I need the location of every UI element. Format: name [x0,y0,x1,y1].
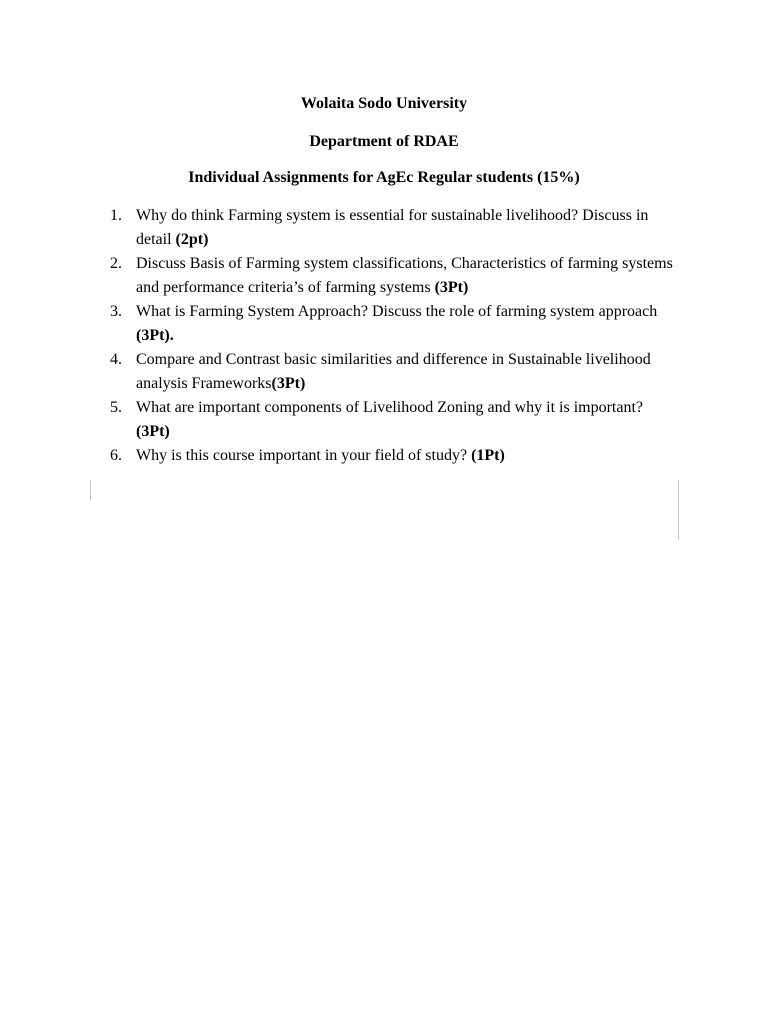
question-item [100,300,680,348]
question-item [100,444,680,468]
question-points: (3Pt) [136,423,170,440]
question-number: 4. [110,351,122,368]
question-item [100,396,680,444]
question-number: 1. [110,207,122,224]
left-margin-marker [90,480,91,500]
assignment-title: Individual Assignments for AgEc Regular students (15%) [188,169,580,186]
question-text: What is Farming System Approach? Discuss the role of farming system approach [136,303,658,320]
question-points: (1Pt) [471,447,505,464]
question-list [100,204,680,468]
university-heading: Wolaita Sodo University [300,95,468,112]
question-text: Discuss Basis of Farming system classifications, Characteristics of farming systems and performance criteria’s of farming systems [136,255,673,296]
question-points: (2pt) [175,231,209,248]
question-points: (3Pt) [271,375,306,392]
question-item [100,204,680,252]
question-number: 3. [110,303,122,320]
question-points: (3Pt) [434,279,469,296]
question-number: 6. [110,447,122,464]
question-number: 5. [110,399,122,416]
question-number: 2. [110,255,122,272]
right-margin-marker [678,480,679,540]
question-text: Why do think Farming system is essential for sustainable livelihood? Discuss in detail [136,207,649,248]
department-heading: Department of RDAE [309,133,459,150]
question-points: (3Pt). [136,327,174,344]
question-item [100,348,680,396]
question-text: Compare and Contrast basic similarities and difference in Sustainable livelihood analysis Frameworks [136,351,651,392]
question-text: What are important components of Livelihood Zoning and why it is important? [136,399,643,416]
question-text: Why is this course important in your field of study? [136,447,472,464]
question-item [100,252,680,300]
